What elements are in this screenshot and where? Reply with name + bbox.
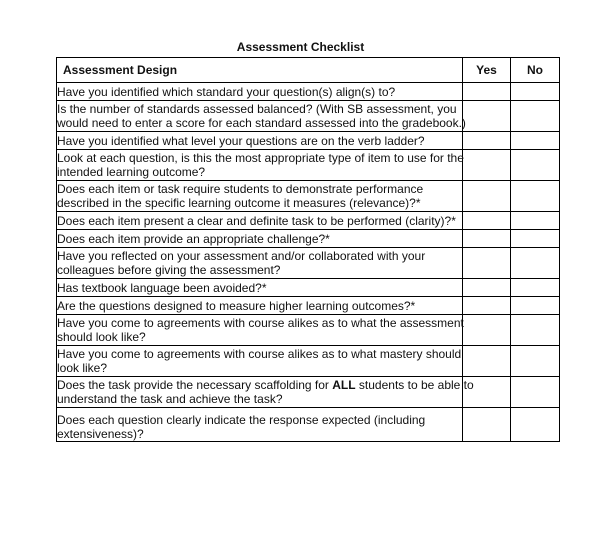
no-cell[interactable]: [511, 181, 560, 212]
no-cell[interactable]: [511, 83, 560, 101]
table-row: [57, 346, 560, 377]
yes-cell[interactable]: [463, 101, 511, 132]
yes-cell[interactable]: [463, 150, 511, 181]
no-cell[interactable]: [511, 408, 560, 442]
question-line: Does each item present a clear and definite task to be performed (clarity)?*: [57, 213, 456, 228]
question-text: [57, 212, 463, 230]
question-line-start: Does the task provide the necessary scaffolding for: [57, 378, 333, 392]
emphasis-all: ALL: [332, 378, 356, 392]
page-title: Assessment Checklist: [236, 40, 365, 54]
question-text: [57, 408, 463, 442]
no-cell[interactable]: [511, 150, 560, 181]
yes-cell[interactable]: [463, 212, 511, 230]
question-text: [57, 181, 463, 212]
question-line: would need to enter a score for each standard assessed into the gradebook.): [57, 116, 466, 130]
no-cell[interactable]: [511, 297, 560, 315]
table-row: [57, 150, 560, 181]
header-assessment-design: Assessment Design: [57, 58, 463, 83]
yes-cell[interactable]: [463, 181, 511, 212]
table-row: [57, 181, 560, 212]
question-text: [57, 377, 474, 408]
question-text: [57, 101, 466, 132]
question-line: colleagues before giving the assessment?: [57, 263, 281, 277]
question-line: Does each question clearly indicate the response expected (including: [57, 413, 426, 427]
question-text: [57, 346, 463, 377]
table-row: [57, 279, 560, 297]
yes-cell[interactable]: [463, 346, 511, 377]
no-cell[interactable]: [511, 212, 560, 230]
table-row: [57, 297, 560, 315]
no-cell[interactable]: [511, 230, 560, 248]
question-line: extensiveness)?: [57, 427, 144, 441]
header-no: No: [511, 58, 560, 83]
no-cell[interactable]: [511, 315, 560, 346]
yes-cell[interactable]: [463, 297, 511, 315]
question-text: [57, 230, 463, 248]
question-line: Have you identified which standard your question(s) align(s) to?: [57, 84, 396, 99]
question-text: [57, 132, 463, 150]
question-line: should look like?: [57, 330, 146, 344]
yes-cell[interactable]: [463, 83, 511, 101]
yes-cell[interactable]: [463, 248, 511, 279]
question-line: Does each item provide an appropriate challenge?*: [57, 231, 330, 246]
question-text: [57, 297, 463, 315]
table-row: [57, 212, 560, 230]
table-row: [57, 132, 560, 150]
yes-cell[interactable]: [463, 315, 511, 346]
question-line: described in the specific learning outcome it measures (relevance)?*: [57, 196, 421, 210]
question-line: Does each item or task require students to demonstrate performance: [57, 182, 424, 196]
question-line: Have you come to agreements with course alikes as to what mastery should: [57, 347, 462, 361]
table-row: [57, 230, 560, 248]
question-text: [57, 279, 463, 297]
table-row: [57, 83, 560, 101]
question-text: [57, 83, 463, 101]
yes-cell[interactable]: [463, 132, 511, 150]
table-row: [57, 101, 560, 132]
table-row: [57, 377, 560, 408]
no-cell[interactable]: [511, 132, 560, 150]
table-row: [57, 248, 560, 279]
question-text: [57, 315, 463, 346]
question-line: Has textbook language been avoided?*: [57, 280, 267, 295]
question-line: Have you reflected on your assessment and/or collaborated with your: [57, 249, 426, 263]
no-cell[interactable]: [511, 346, 560, 377]
no-cell[interactable]: [511, 377, 560, 408]
table-row: [57, 315, 560, 346]
assessment-checklist-table: [56, 57, 560, 442]
question-text: [57, 150, 463, 181]
question-line: understand the task and achieve the task?: [57, 392, 283, 406]
question-line: Is the number of standards assessed balanced? (With SB assessment, you: [57, 102, 457, 116]
table-row: [57, 408, 560, 442]
header-yes: Yes: [463, 58, 511, 83]
yes-cell[interactable]: [463, 408, 511, 442]
yes-cell[interactable]: [463, 279, 511, 297]
yes-cell[interactable]: [463, 230, 511, 248]
question-text: [57, 248, 463, 279]
no-cell[interactable]: [511, 279, 560, 297]
header-row: [57, 58, 560, 83]
question-line: intended learning outcome?: [57, 165, 206, 179]
question-line: look like?: [57, 361, 108, 375]
question-line: Have you come to agreements with course alikes as to what the assessment: [57, 316, 464, 330]
question-line: Have you identified what level your questions are on the verb ladder?: [57, 133, 425, 148]
question-line: Look at each question, is this the most appropriate type of item to use for the: [57, 151, 464, 165]
no-cell[interactable]: [511, 101, 560, 132]
question-line: Are the questions designed to measure higher learning outcomes?*: [57, 298, 416, 313]
question-line-end: students to be able to: [355, 378, 474, 392]
no-cell[interactable]: [511, 248, 560, 279]
